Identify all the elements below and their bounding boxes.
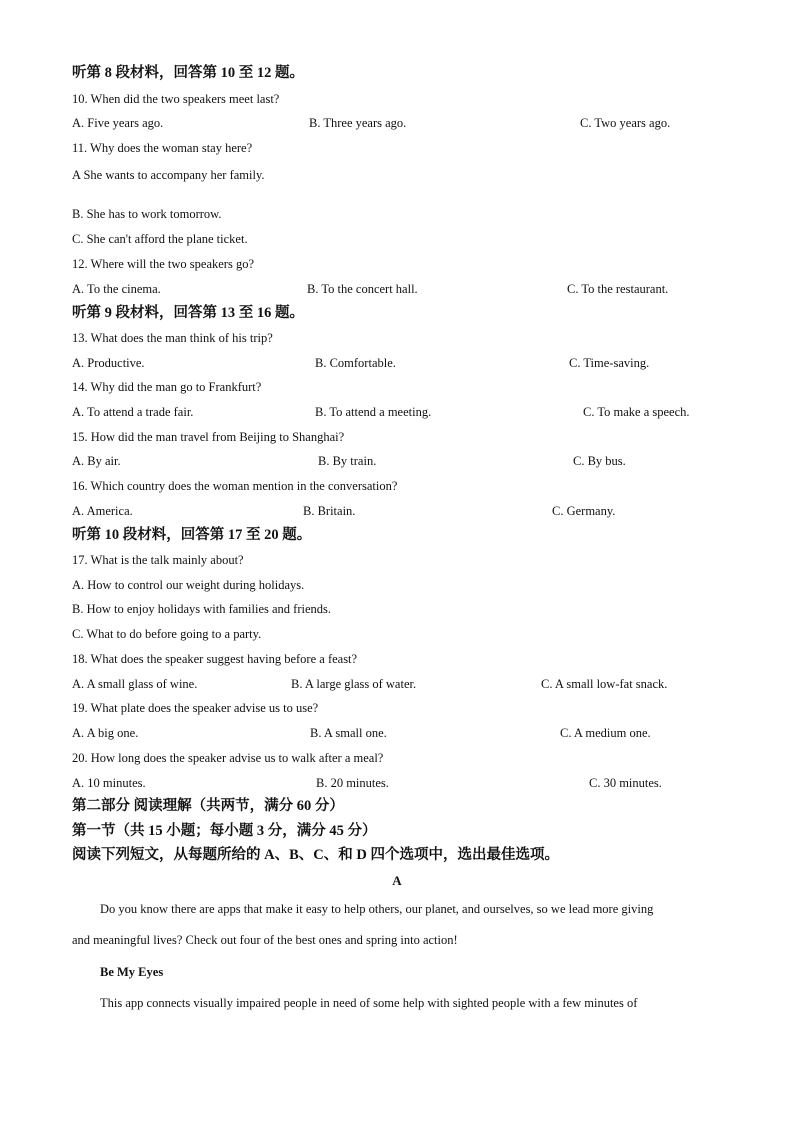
question-12: 12. Where will the two speakers go? — [72, 257, 255, 271]
reading-instruction: 阅读下列短文，从每题所给的 A、B、C、和 D 四个选项中，选出最佳选项。 — [72, 847, 559, 863]
q15-option-a: A. By air. — [72, 454, 121, 468]
q17-option-c: C. What to do before going to a party. — [72, 627, 262, 641]
question-14: 14. Why did the man go to Frankfurt? — [72, 380, 262, 394]
question-15: 15. How did the man travel from Beijing to Shanghai? — [72, 430, 345, 444]
q12-option-b: B. To the concert hall. — [307, 282, 418, 296]
q11-option-a: A She wants to accompany her family. — [72, 168, 265, 182]
q19-option-b: B. A small one. — [310, 726, 387, 740]
q10-option-b: B. Three years ago. — [309, 116, 407, 130]
passage-paragraph-1-line-1: Do you know there are apps that make it easy to help others, our planet, and ourselves, so we lead more giving — [100, 902, 654, 916]
q17-option-a: A. How to control our weight during holidays. — [72, 578, 305, 592]
q12-option-c: C. To the restaurant. — [567, 282, 669, 296]
q12-option-a: A. To the cinema. — [72, 282, 161, 296]
section-8-heading: 听第 8 段材料，回答第 10 至 12 题。 — [72, 65, 304, 81]
q13-option-b: B. Comfortable. — [315, 356, 396, 370]
part-2-heading: 第二部分 阅读理解（共两节，满分 60 分） — [72, 798, 344, 814]
q17-option-b: B. How to enjoy holidays with families and friends. — [72, 602, 331, 616]
q19-option-a: A. A big one. — [72, 726, 139, 740]
passage-letter: A — [392, 873, 402, 888]
q20-option-a: A. 10 minutes. — [72, 776, 146, 790]
q14-option-a: A. To attend a trade fair. — [72, 405, 194, 419]
q19-option-c: C. A medium one. — [560, 726, 651, 740]
q10-option-a: A. Five years ago. — [72, 116, 164, 130]
q13-option-a: A. Productive. — [72, 356, 145, 370]
q18-option-c: C. A small low-fat snack. — [541, 677, 668, 691]
q18-option-b: B. A large glass of water. — [291, 677, 417, 691]
q15-option-c: C. By bus. — [573, 454, 626, 468]
q15-option-b: B. By train. — [318, 454, 377, 468]
question-18: 18. What does the speaker suggest having before a feast? — [72, 652, 358, 666]
q20-option-c: C. 30 minutes. — [589, 776, 662, 790]
q10-option-c: C. Two years ago. — [580, 116, 671, 130]
passage-paragraph-1-line-2: and meaningful lives? Check out four of the best ones and spring into action! — [72, 933, 458, 947]
q18-option-a: A. A small glass of wine. — [72, 677, 198, 691]
question-19: 19. What plate does the speaker advise us to use? — [72, 701, 319, 715]
app-title: Be My Eyes — [100, 965, 164, 979]
q20-option-b: B. 20 minutes. — [316, 776, 389, 790]
q14-option-b: B. To attend a meeting. — [315, 405, 432, 419]
q13-option-c: C. Time-saving. — [569, 356, 650, 370]
q16-option-a: A. America. — [72, 504, 133, 518]
question-13: 13. What does the man think of his trip? — [72, 331, 273, 345]
section-10-heading: 听第 10 段材料，回答第 17 至 20 题。 — [72, 527, 312, 543]
question-10: 10. When did the two speakers meet last? — [72, 92, 280, 106]
q16-option-c: C. Germany. — [552, 504, 616, 518]
section-9-heading: 听第 9 段材料，回答第 13 至 16 题。 — [72, 305, 304, 321]
q14-option-c: C. To make a speech. — [583, 405, 690, 419]
question-11: 11. Why does the woman stay here? — [72, 141, 253, 155]
part-2-section-1-heading: 第一节（共 15 小题；每小题 3 分，满分 45 分） — [72, 823, 377, 839]
question-17: 17. What is the talk mainly about? — [72, 553, 244, 567]
question-20: 20. How long does the speaker advise us to walk after a meal? — [72, 751, 384, 765]
q11-option-c: C. She can't afford the plane ticket. — [72, 232, 248, 246]
q16-option-b: B. Britain. — [303, 504, 356, 518]
q11-option-b: B. She has to work tomorrow. — [72, 207, 222, 221]
question-16: 16. Which country does the woman mention in the conversation? — [72, 479, 398, 493]
passage-paragraph-2-line-1: This app connects visually impaired people in need of some help with sighted people with a few minutes of — [100, 996, 638, 1010]
